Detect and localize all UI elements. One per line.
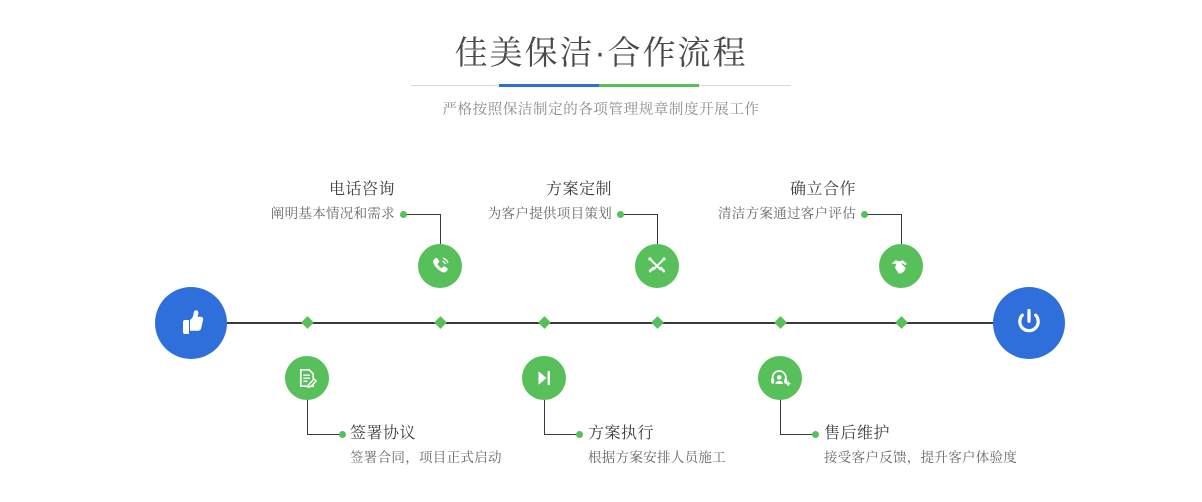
step-label-5 <box>540 179 856 225</box>
step-node-2[interactable] <box>285 356 329 400</box>
step-node-3[interactable] <box>635 244 679 288</box>
step-desc-5: 清洁方案通过客户评估 <box>718 206 856 221</box>
step-desc-6: 接受客户反馈，提升客户体验度 <box>824 450 1018 465</box>
axis-marker-3 <box>538 316 551 329</box>
axis-marker-2 <box>434 316 447 329</box>
connector-2-vertical <box>307 400 308 434</box>
divider-green-segment <box>599 84 699 87</box>
connector-2-horizontal <box>307 434 342 435</box>
connector-dot-5 <box>861 211 868 218</box>
flow-start-node[interactable] <box>155 287 227 359</box>
step-desc-4: 根据方案安排人员施工 <box>588 450 726 465</box>
step-title-3: 方案定制 <box>545 181 612 198</box>
axis-marker-1 <box>301 316 314 329</box>
step-title-1: 电话咨询 <box>328 181 395 198</box>
headset-support-icon <box>768 366 792 390</box>
connector-4-vertical <box>544 400 545 434</box>
step-node-5[interactable] <box>879 244 923 288</box>
connector-dot-4 <box>576 431 583 438</box>
phone-call-icon <box>428 254 452 278</box>
step-node-6[interactable] <box>758 356 802 400</box>
step-title-2: 签署协议 <box>350 425 417 442</box>
flow-end-node[interactable] <box>993 287 1065 359</box>
step-desc-2: 签署合同，项目正式启动 <box>350 450 502 465</box>
divider-blue-segment <box>499 84 599 87</box>
connector-5-vertical <box>901 214 902 244</box>
axis-marker-6 <box>895 316 908 329</box>
document-edit-icon <box>295 366 319 390</box>
connector-6-vertical <box>780 400 781 434</box>
title-divider <box>411 84 791 87</box>
step-title-4: 方案执行 <box>588 425 655 442</box>
page-subtitle: 严格按照保洁制定的各项管理规章制度开展工作 <box>442 102 760 118</box>
axis-marker-4 <box>651 316 664 329</box>
axis-marker-5 <box>774 316 787 329</box>
connector-dot-2 <box>339 431 346 438</box>
connector-6-horizontal <box>780 434 815 435</box>
connector-4-horizontal <box>544 434 579 435</box>
step-desc-1: 阐明基本情况和需求 <box>270 206 395 221</box>
connector-5-horizontal <box>867 214 902 215</box>
step-title-5: 确立合作 <box>789 181 856 198</box>
process-flow-diagram <box>0 152 1202 502</box>
step-node-1[interactable] <box>418 244 462 288</box>
step-node-4[interactable] <box>522 356 566 400</box>
thumbs-up-icon <box>173 305 209 341</box>
tools-icon <box>645 254 669 278</box>
handshake-icon <box>889 254 913 278</box>
play-forward-icon <box>532 366 556 390</box>
page-header <box>0 30 1202 119</box>
connector-dot-6 <box>812 431 819 438</box>
step-desc-3: 为客户提供项目策划 <box>487 206 612 221</box>
step-label-6 <box>824 423 1194 469</box>
step-title-6: 售后维护 <box>824 425 891 442</box>
page-title: 佳美保洁·合作流程 <box>454 34 748 71</box>
power-icon <box>1010 304 1048 342</box>
